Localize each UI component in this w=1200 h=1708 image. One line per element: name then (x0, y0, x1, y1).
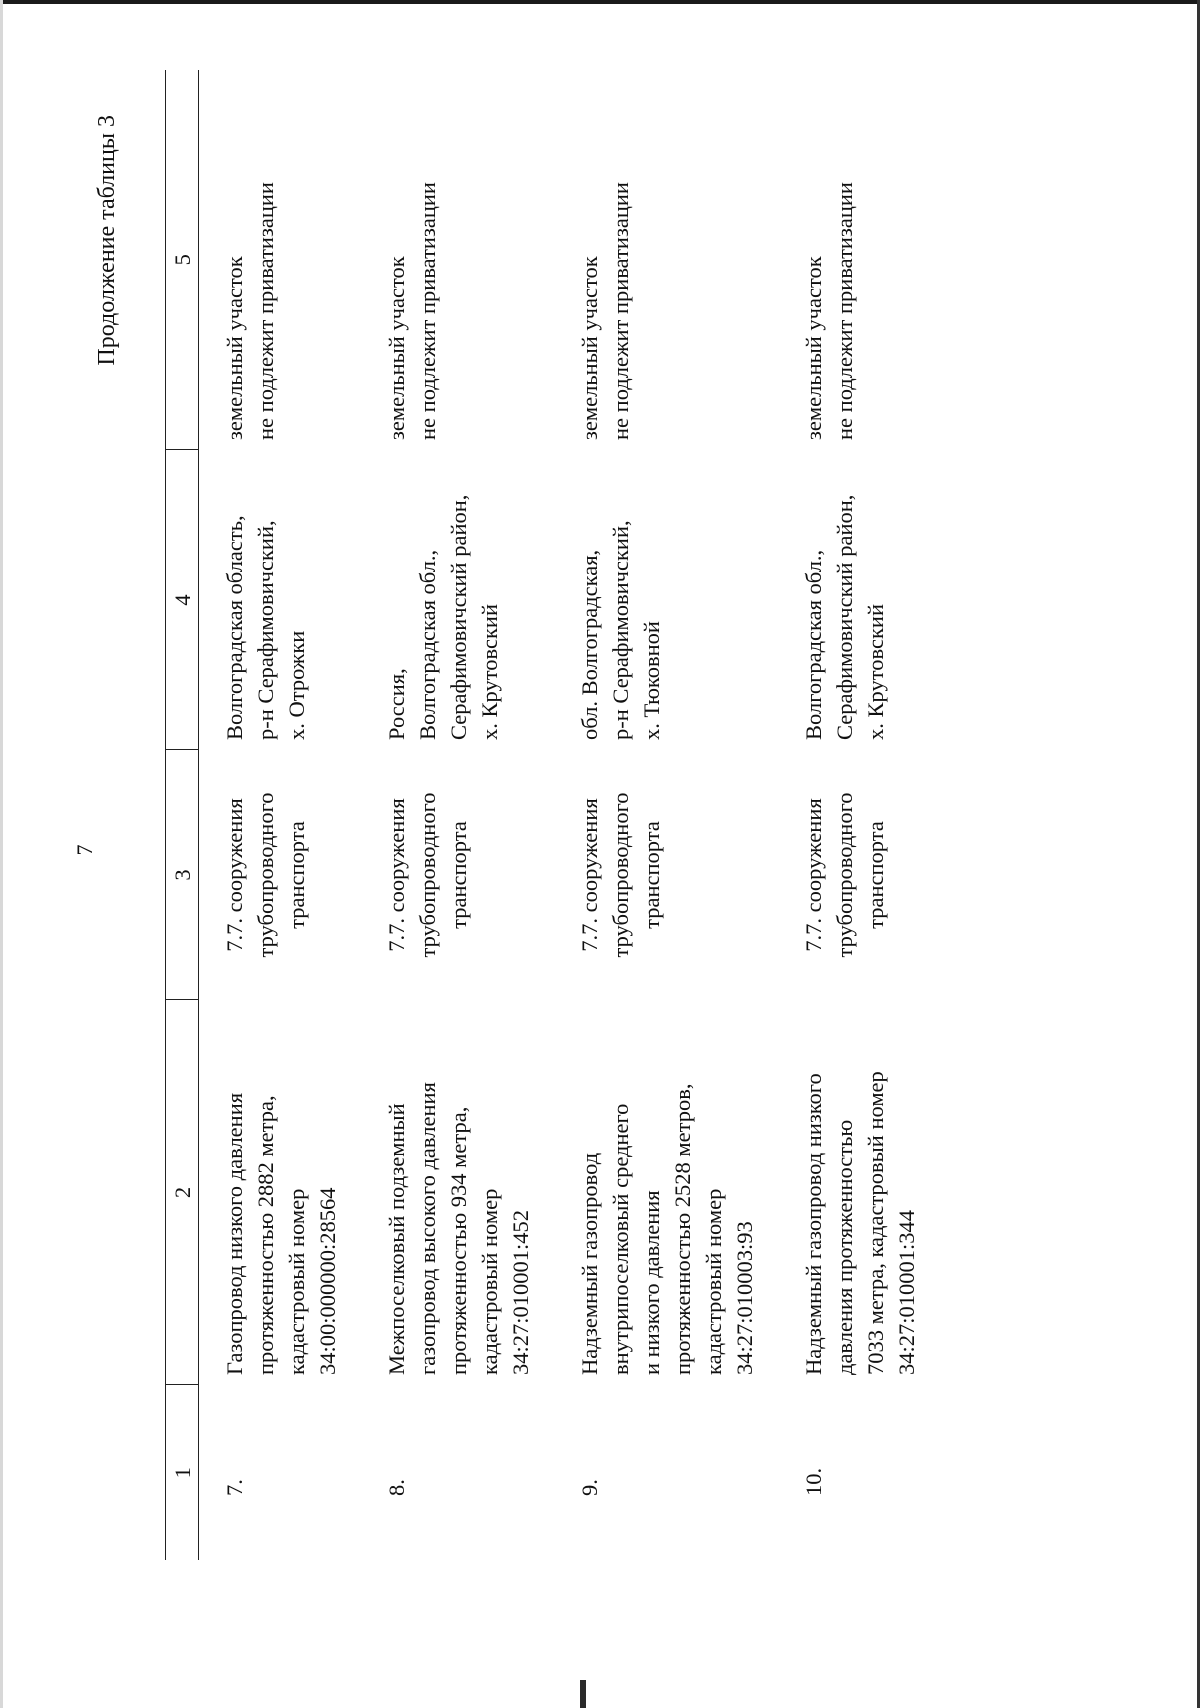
object-description (199, 1000, 364, 1385)
rotated-page-content (0, 70, 1200, 1630)
table-row (363, 70, 556, 1560)
text-line: кадастровый номер (477, 1188, 502, 1375)
text-line: 34:27:010001:344 (894, 1209, 919, 1375)
note (556, 70, 780, 450)
text-line: Межпоселковый подземный (384, 1103, 409, 1375)
address (363, 450, 556, 750)
text-line: 7.7. сооружения (222, 798, 247, 952)
text-line: обл. Волгоградская, (577, 549, 602, 740)
text-line: 34:27:010001:452 (508, 1209, 533, 1375)
page-number: 7 (72, 844, 97, 856)
text-line: р-н Серафимовичский, (253, 520, 278, 740)
text-line: не подлежит приватизации (608, 182, 633, 440)
permitted-use (556, 750, 780, 1000)
text-line: протяженностью 934 метра, (446, 1106, 471, 1375)
scan-mark-bottom (580, 1680, 586, 1708)
text-line: трубопроводного (608, 792, 633, 958)
text-line: Надземный газопровод низкого (801, 1073, 826, 1375)
table-row (199, 70, 364, 1560)
text-line: транспорта (446, 821, 471, 929)
object-description (780, 1000, 942, 1385)
row-number: 8. (384, 1479, 409, 1496)
text-line: 7.7. сооружения (577, 798, 602, 952)
object-description (556, 1000, 780, 1385)
row-number: 10. (801, 1467, 826, 1496)
text-line: 7.7. сооружения (801, 798, 826, 952)
permitted-use (780, 750, 942, 1000)
text-line: Серафимовичский район, (446, 494, 471, 740)
note (780, 70, 942, 450)
column-header-5: 5 (166, 70, 199, 450)
text-line: не подлежит приватизации (253, 182, 278, 440)
text-line: давления протяженностью (832, 1119, 857, 1375)
table-row (780, 70, 942, 1560)
text-line: Россия, (384, 668, 409, 740)
text-line: земельный участок (801, 256, 826, 440)
column-header-3: 3 (166, 750, 199, 1000)
text-line: не подлежит приватизации (415, 182, 440, 440)
text-line: х. Отрожки (284, 630, 309, 740)
address (780, 450, 942, 750)
text-line: кадастровый номер (701, 1188, 726, 1375)
text-line: Волгоградская обл., (415, 549, 440, 740)
row-number: 9. (577, 1479, 602, 1496)
object-description (363, 1000, 556, 1385)
text-line: х. Крутовский (477, 604, 502, 740)
text-line: внутрипоселковый среднего (608, 1103, 633, 1375)
text-line: Серафимовичский район, (832, 494, 857, 740)
permitted-use (363, 750, 556, 1000)
text-line: транспорта (639, 821, 664, 929)
text-line: протяженностью 2528 метров, (670, 1083, 695, 1375)
text-line: земельный участок (222, 256, 247, 440)
text-line: транспорта (284, 821, 309, 929)
text-line: Волгоградская область, (222, 515, 247, 740)
address (199, 450, 364, 750)
text-line: х. Тюковной (639, 621, 664, 740)
text-line: транспорта (863, 821, 888, 929)
column-header-2: 2 (166, 1000, 199, 1385)
text-line: 34:27:010003:93 (732, 1221, 757, 1375)
address (556, 450, 780, 750)
permitted-use (199, 750, 364, 1000)
text-line: и низкого давления (639, 1190, 664, 1375)
table-row (556, 70, 780, 1560)
note (363, 70, 556, 450)
text-line: протяженностью 2882 метра, (253, 1095, 278, 1375)
text-line: кадастровый номер (284, 1188, 309, 1375)
text-line: 34:00:000000:28564 (315, 1187, 340, 1375)
text-line: земельный участок (577, 256, 602, 440)
table-header-row (166, 70, 199, 1560)
text-line: не подлежит приватизации (832, 182, 857, 440)
land-plots-table (165, 70, 942, 1560)
text-line: газопровод высокого давления (415, 1082, 440, 1375)
column-header-1: 1 (166, 1385, 199, 1560)
text-line: трубопроводного (415, 792, 440, 958)
column-header-4: 4 (166, 450, 199, 750)
text-line: земельный участок (384, 256, 409, 440)
row-number: 7. (222, 1479, 247, 1496)
text-line: Надземный газопровод (577, 1152, 602, 1375)
text-line: х. Крутовский (863, 604, 888, 740)
text-line: трубопроводного (253, 792, 278, 958)
note (199, 70, 364, 450)
text-line: 7033 метра, кадастровый номер (863, 1071, 888, 1375)
text-line: Газопровод низкого давления (222, 1092, 247, 1375)
scan-edge-top (0, 0, 1200, 4)
table-continuation-label: Продолжение таблицы 3 (94, 115, 120, 366)
text-line: Волгоградская обл., (801, 549, 826, 740)
text-line: трубопроводного (832, 792, 857, 958)
text-line: 7.7. сооружения (384, 798, 409, 952)
text-line: р-н Серафимовичский, (608, 520, 633, 740)
